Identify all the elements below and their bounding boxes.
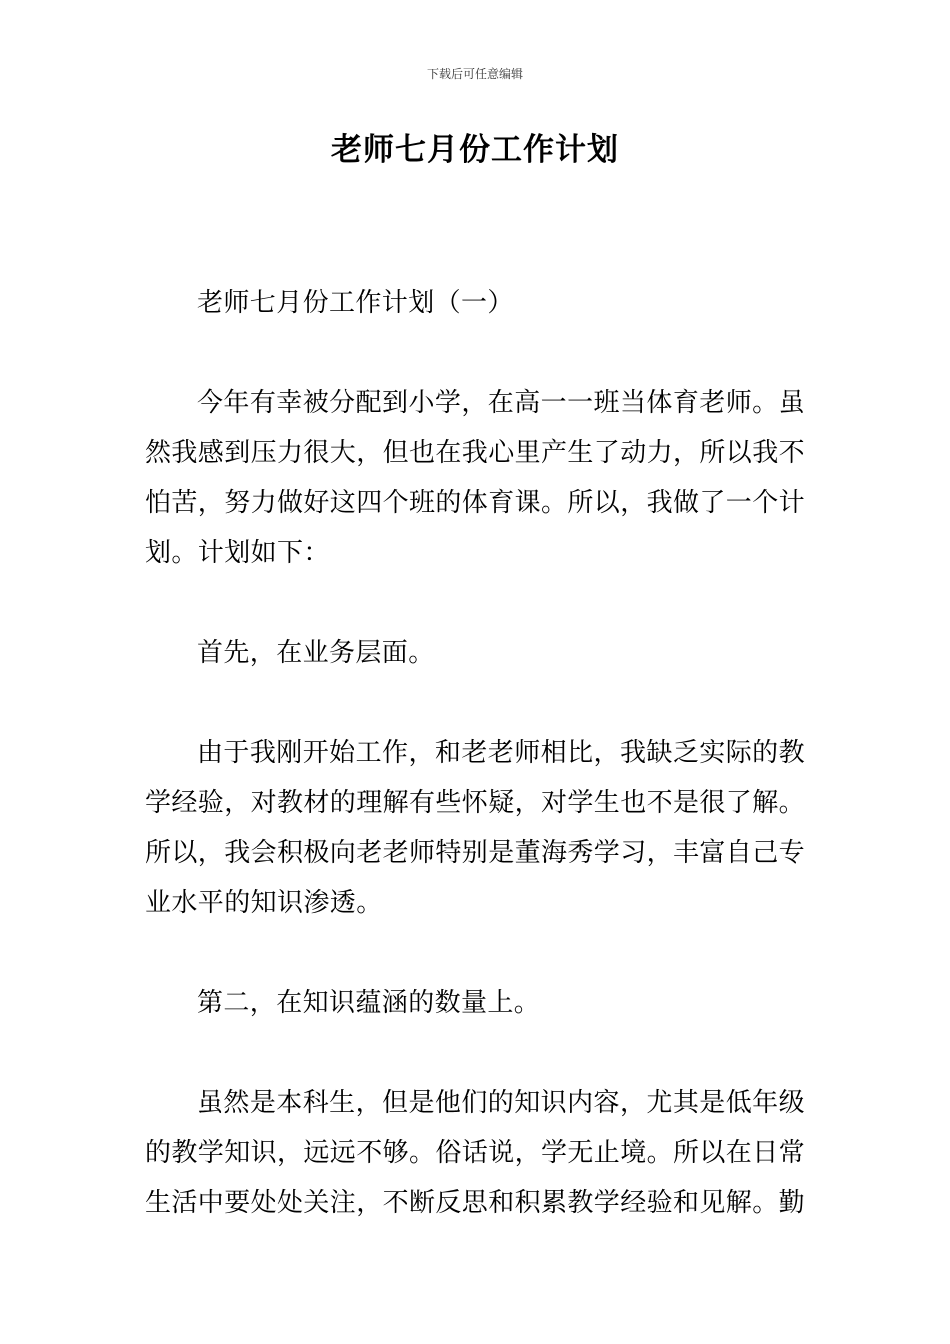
section-heading: 老师七月份工作计划（一） xyxy=(197,288,514,318)
body-paragraph: 由于我刚开始工作，和老老师相比，我缺乏实际的教学经验，对教材的理解有些怀疑，对学生也不是很了解。所以，我会积极向老老师特别是董海秀学习，丰富自己专业水平的知识渗透。 xyxy=(145,738,806,918)
section-heading: 首先，在业务层面。 xyxy=(197,638,435,668)
document-body xyxy=(145,278,805,1228)
body-paragraph: 今年有幸被分配到小学，在高一一班当体育老师。虽然我感到压力很大，但也在我心里产生了动力，所以我不怕苦，努力做好这四个班的体育课。所以，我做了一个计划。计划如下： xyxy=(145,388,806,568)
document-title: 老师七月份工作计划 xyxy=(331,132,619,168)
section-heading: 第二，在知识蕴涵的数量上。 xyxy=(197,988,541,1018)
body-paragraph: 虽然是本科生，但是他们的知识内容，尤其是低年级的教学知识，远远不够。俗话说，学无止境。所以在日常生活中要处处关注，不断反思和积累教学经验和见解。勤 xyxy=(145,1088,806,1218)
header-note: 下载后可任意编辑 xyxy=(426,67,523,81)
